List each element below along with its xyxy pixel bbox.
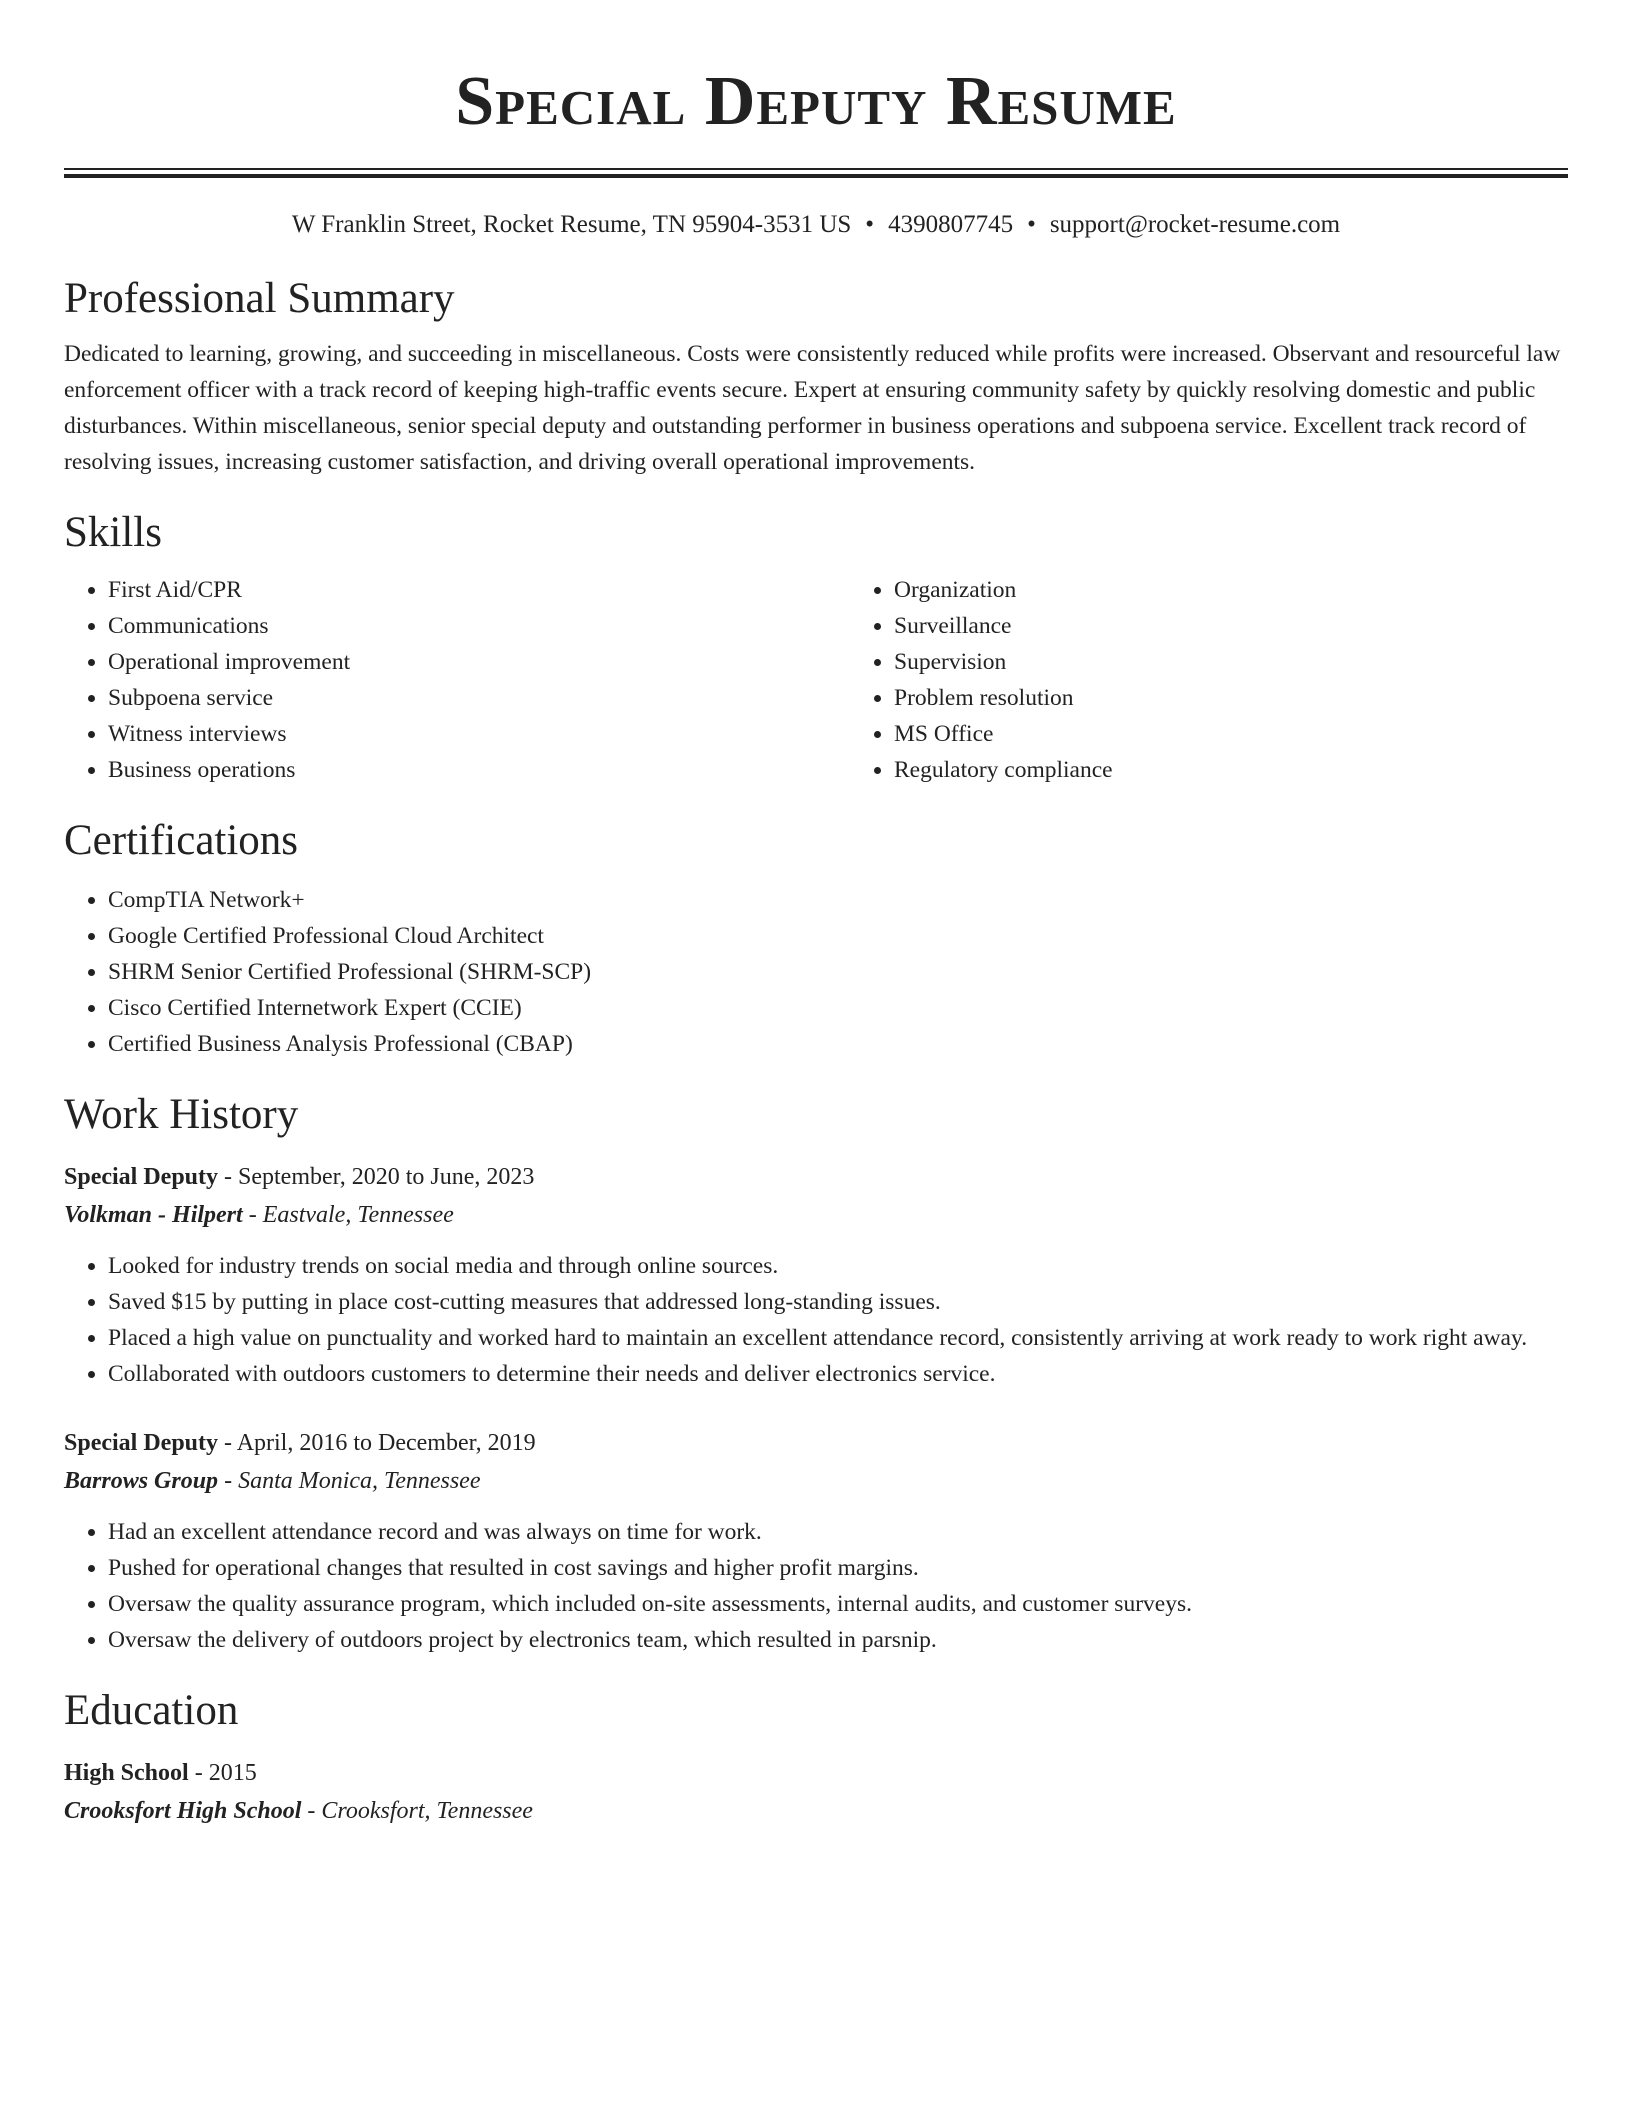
contact-separator: • bbox=[1027, 211, 1036, 238]
job-company: Volkman - Hilpert bbox=[64, 1202, 243, 1228]
certification-item: • Google Certified Professional Cloud Architect bbox=[108, 918, 1568, 954]
contact-line bbox=[64, 208, 1568, 242]
job-separator: - bbox=[218, 1430, 237, 1456]
job-bullet: • Placed a high value on punctuality and worked hard to maintain an excellent attendance record, consistently arriving at work ready to work right away. bbox=[108, 1320, 1568, 1356]
section-heading-summary: Professional Summary bbox=[64, 275, 455, 322]
contact-phone: 4390807745 bbox=[888, 211, 1014, 238]
job-entry bbox=[64, 1424, 1568, 1658]
job-title: Special Deputy bbox=[64, 1430, 219, 1456]
education-separator: - bbox=[301, 1798, 322, 1824]
job-separator: - bbox=[218, 1164, 239, 1190]
job-bullet: • Looked for industry trends on social media and through online sources. bbox=[108, 1248, 1568, 1284]
section-heading-work-history: Work History bbox=[64, 1091, 299, 1138]
contact-separator: • bbox=[865, 211, 875, 238]
section-heading-education: Education bbox=[64, 1687, 239, 1734]
job-bullet: • Pushed for operational changes that resulted in cost savings and higher profit margins. bbox=[108, 1550, 1568, 1586]
education-school-line bbox=[64, 1792, 1568, 1830]
education-school: Crooksfort High School bbox=[64, 1798, 302, 1824]
skills-list-right bbox=[850, 572, 1632, 788]
skill-item: • First Aid/CPR bbox=[108, 572, 850, 608]
skills-section bbox=[64, 506, 1568, 788]
certifications-section bbox=[64, 814, 1568, 1062]
job-dates: September, 2020 to June, 2023 bbox=[238, 1164, 535, 1190]
skill-item: • Subpoena service bbox=[108, 680, 850, 716]
job-bullet: • Collaborated with outdoors customers to determine their needs and deliver electronics service. bbox=[108, 1356, 1568, 1392]
job-location: Eastvale, Tennessee bbox=[262, 1202, 454, 1228]
certification-item: • CompTIA Network+ bbox=[108, 882, 1568, 918]
education-degree: High School bbox=[64, 1760, 189, 1786]
skill-item: • Surveillance bbox=[894, 608, 1632, 644]
job-bullets bbox=[64, 1248, 1568, 1392]
skill-item: • MS Office bbox=[894, 716, 1632, 752]
job-title-line bbox=[64, 1424, 1568, 1462]
job-bullet: • Saved $15 by putting in place cost-cutting measures that addressed long-standing issues. bbox=[108, 1284, 1568, 1320]
skill-item: • Witness interviews bbox=[108, 716, 850, 752]
job-entry bbox=[64, 1158, 1568, 1392]
job-company-line bbox=[64, 1196, 1568, 1234]
title-double-rule bbox=[64, 168, 1568, 178]
job-bullets bbox=[64, 1514, 1568, 1658]
job-bullet: • Oversaw the delivery of outdoors project by electronics team, which resulted in parsnip. bbox=[108, 1622, 1568, 1658]
section-heading-skills: Skills bbox=[64, 509, 162, 556]
education-section bbox=[64, 1684, 1568, 1830]
job-bullet: • Had an excellent attendance record and was always on time for work. bbox=[108, 1514, 1568, 1550]
job-dates: April, 2016 to December, 2019 bbox=[236, 1430, 536, 1456]
job-title-line bbox=[64, 1158, 1568, 1196]
job-separator: - bbox=[218, 1468, 239, 1494]
job-separator: - bbox=[242, 1202, 263, 1228]
skill-item: • Problem resolution bbox=[894, 680, 1632, 716]
job-company: Barrows Group bbox=[64, 1468, 219, 1494]
certification-item: • SHRM Senior Certified Professional (SHRM-SCP) bbox=[108, 954, 1568, 990]
skill-item: • Business operations bbox=[108, 752, 850, 788]
contact-address: W Franklin Street, Rocket Resume, TN 95904-3531 US bbox=[291, 211, 852, 238]
education-year: 2015 bbox=[208, 1760, 257, 1786]
skills-grid bbox=[64, 572, 1568, 788]
skill-item: • Communications bbox=[108, 608, 850, 644]
certifications-list bbox=[64, 882, 1568, 1062]
contact-email: support@rocket-resume.com bbox=[1049, 211, 1341, 238]
certification-item: • Certified Business Analysis Professional (CBAP) bbox=[108, 1026, 1568, 1062]
skill-item: • Operational improvement bbox=[108, 644, 850, 680]
job-location: Santa Monica, Tennessee bbox=[238, 1468, 481, 1494]
professional-summary-section bbox=[64, 272, 1568, 480]
certification-item: • Cisco Certified Internetwork Expert (CCIE) bbox=[108, 990, 1568, 1026]
summary-text: Dedicated to learning, growing, and succeeding in miscellaneous. Costs were consistently reduced while profits were increased. Observant and resourceful law enforcement officer with a track record of keeping high-traffic events secure. Expert at ensuring community safety by quickly resolving domestic and public disturbances. Within miscellaneous, senior special deputy and outstanding performer in business operations and subpoena service. Excellent track record of resolving issues, increasing customer satisfaction, and driving overall operational improvements. bbox=[64, 341, 1561, 475]
education-location: Crooksfort, Tennessee bbox=[321, 1798, 533, 1824]
skills-list-left bbox=[64, 572, 850, 788]
job-bullet: • Oversaw the quality assurance program, which included on-site assessments, internal audits, and customer surveys. bbox=[108, 1586, 1568, 1622]
education-entry bbox=[64, 1754, 1568, 1830]
education-degree-line bbox=[64, 1754, 1568, 1792]
skill-item: • Regulatory compliance bbox=[894, 752, 1632, 788]
resume-title: Special Deputy Resume bbox=[455, 63, 1177, 140]
skill-item: • Organization bbox=[894, 572, 1632, 608]
work-history-section bbox=[64, 1088, 1568, 1658]
skill-item: • Supervision bbox=[894, 644, 1632, 680]
job-title: Special Deputy bbox=[64, 1164, 219, 1190]
job-company-line bbox=[64, 1462, 1568, 1500]
section-heading-certifications: Certifications bbox=[64, 817, 299, 864]
education-separator: - bbox=[188, 1760, 209, 1786]
